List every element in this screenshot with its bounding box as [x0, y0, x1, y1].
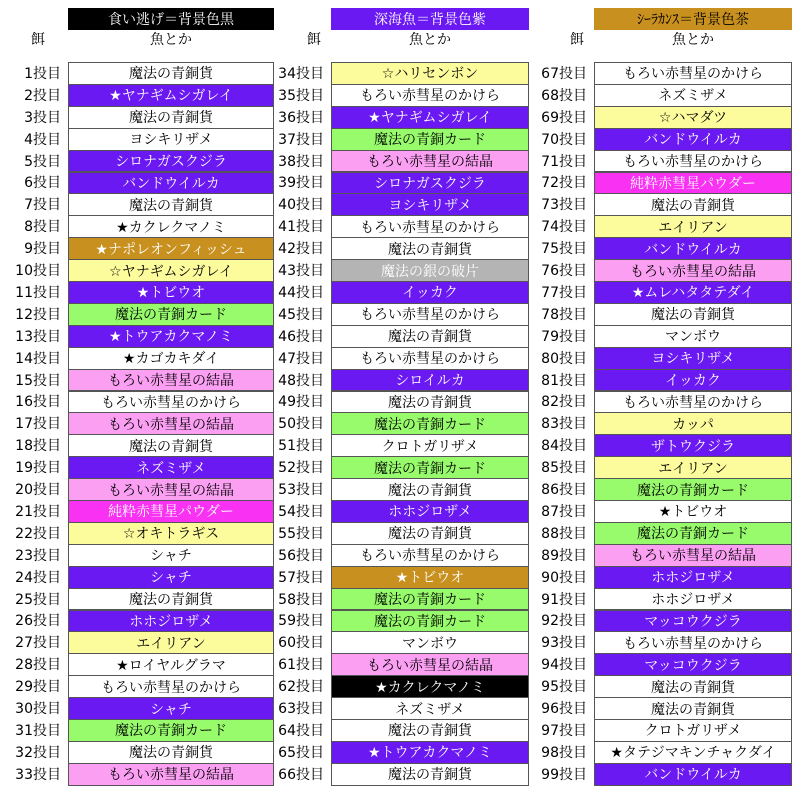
fish-cell: もろい赤彗星のかけら	[594, 62, 792, 85]
fish-cell: もろい赤彗星のかけら	[331, 347, 529, 370]
throw-number: 69投目	[541, 109, 587, 126]
throw-number: 42投目	[278, 241, 324, 258]
fish-cell: ★カクレクマノミ	[331, 675, 529, 698]
fish-cell: 魔法の青銅貨	[594, 697, 792, 720]
fish-cell: 魔法の青銅貨	[331, 237, 529, 260]
throw-number: 76投目	[541, 263, 587, 280]
fish-cell: ヨシキリザメ	[331, 193, 529, 216]
fish-cell: エイリアン	[594, 456, 792, 479]
fish-cell: ★ロイヤルグラマ	[68, 653, 274, 676]
throw-number: 75投目	[541, 241, 587, 258]
throw-number: 86投目	[541, 482, 587, 499]
throw-number: 65投目	[278, 744, 324, 761]
fish-cell: もろい赤彗星の結晶	[68, 412, 274, 435]
throw-number: 37投目	[278, 131, 324, 148]
fish-cell: もろい赤彗星のかけら	[594, 391, 792, 414]
fish-cell: バンドウイルカ	[68, 172, 274, 195]
throw-number: 22投目	[15, 525, 61, 542]
fish-cell: もろい赤彗星のかけら	[331, 303, 529, 326]
fish-cell: 魔法の青銅カード	[331, 456, 529, 479]
fish-cell: 魔法の青銅貨	[331, 478, 529, 501]
throw-number: 18投目	[15, 438, 61, 455]
throw-number: 36投目	[278, 109, 324, 126]
fish-cell: クロトガリザメ	[594, 719, 792, 742]
fish-cell: もろい赤彗星の結晶	[68, 369, 274, 392]
throw-number: 10投目	[15, 263, 61, 280]
fish-cell: 魔法の青銅カード	[594, 478, 792, 501]
throw-number: 83投目	[541, 416, 587, 433]
fish-cell: マンボウ	[331, 631, 529, 654]
bait-column-label: 餌	[31, 32, 45, 48]
fish-cell: ネズミザメ	[594, 84, 792, 107]
fish-cell: バンドウイルカ	[594, 763, 792, 786]
fish-cell: もろい赤彗星の結晶	[68, 763, 274, 786]
fish-cell: 魔法の青銅貨	[594, 193, 792, 216]
throw-number: 7投目	[24, 197, 61, 214]
fish-cell: もろい赤彗星の結晶	[331, 653, 529, 676]
fish-cell: シロナガスクジラ	[331, 172, 529, 195]
fish-cell: 魔法の青銅カード	[594, 522, 792, 545]
throw-number: 62投目	[278, 679, 324, 696]
throw-number: 73投目	[541, 197, 587, 214]
fish-cell: クロトガリザメ	[331, 434, 529, 457]
throw-number: 33投目	[15, 766, 61, 783]
throw-number: 46投目	[278, 328, 324, 345]
fish-cell: ☆オキトラギス	[68, 522, 274, 545]
fish-cell: ★カゴカキダイ	[68, 347, 274, 370]
throw-number: 66投目	[278, 766, 324, 783]
throw-number: 55投目	[278, 525, 324, 542]
throw-number: 52投目	[278, 460, 324, 477]
fish-cell: 純粋赤彗星パウダー	[68, 500, 274, 523]
throw-number: 57投目	[278, 569, 324, 586]
throw-number: 45投目	[278, 306, 324, 323]
fish-cell: もろい赤彗星のかけら	[68, 675, 274, 698]
fish-cell: シャチ	[68, 697, 274, 720]
fish-cell: ザトウクジラ	[594, 434, 792, 457]
throw-number: 70投目	[541, 131, 587, 148]
fish-cell: 純粋赤彗星パウダー	[594, 172, 792, 195]
fish-cell: ヨシキリザメ	[594, 347, 792, 370]
fish-cell: ☆ハリセンボン	[331, 62, 529, 85]
throw-number: 77投目	[541, 284, 587, 301]
fish-cell: マンボウ	[594, 325, 792, 348]
throw-number: 32投目	[15, 744, 61, 761]
throw-number: 90投目	[541, 569, 587, 586]
throw-number: 54投目	[278, 503, 324, 520]
throw-number: 68投目	[541, 87, 587, 104]
fish-cell: ネズミザメ	[68, 456, 274, 479]
throw-number: 58投目	[278, 591, 324, 608]
fish-cell: ホホジロザメ	[331, 500, 529, 523]
fish-cell: ★ナポレオンフィッシュ	[68, 237, 274, 260]
fish-cell: ヨシキリザメ	[68, 128, 274, 151]
fish-cell: 魔法の青銅貨	[68, 106, 274, 129]
fish-column-label: 魚とか	[409, 32, 451, 48]
fish-cell: ★ヤナギムシガレイ	[331, 106, 529, 129]
throw-number: 53投目	[278, 482, 324, 499]
throw-number: 64投目	[278, 722, 324, 739]
fish-cell: 魔法の青銅貨	[68, 193, 274, 216]
fish-cell: マッコウクジラ	[594, 610, 792, 633]
throw-number: 88投目	[541, 525, 587, 542]
throw-number: 5投目	[24, 153, 61, 170]
throw-number: 97投目	[541, 722, 587, 739]
fish-cell: シロイルカ	[331, 369, 529, 392]
fish-cell: ★カクレクマノミ	[68, 215, 274, 238]
fish-cell: バンドウイルカ	[594, 128, 792, 151]
fish-cell: マッコウクジラ	[594, 653, 792, 676]
fish-cell: もろい赤彗星の結晶	[594, 544, 792, 567]
throw-number: 98投目	[541, 744, 587, 761]
throw-number: 60投目	[278, 635, 324, 652]
fish-cell: 魔法の青銅貨	[331, 325, 529, 348]
throw-number: 48投目	[278, 372, 324, 389]
legend-header: 食い逃げ＝背景色黒	[68, 8, 274, 30]
fish-cell: ★ヤナギムシガレイ	[68, 84, 274, 107]
throw-number: 2投目	[24, 87, 61, 104]
fish-cell: ★トウアカクマノミ	[331, 741, 529, 764]
throw-number: 93投目	[541, 635, 587, 652]
bait-column-label: 餌	[570, 32, 584, 48]
fish-cell: 魔法の青銅貨	[68, 741, 274, 764]
throw-number: 28投目	[15, 657, 61, 674]
fish-cell: シロナガスクジラ	[68, 150, 274, 173]
fish-cell: もろい赤彗星の結晶	[331, 150, 529, 173]
throw-number: 11投目	[15, 284, 61, 301]
throw-number: 23投目	[15, 547, 61, 564]
throw-number: 74投目	[541, 219, 587, 236]
fish-column-label: 魚とか	[150, 32, 192, 48]
throw-number: 21投目	[15, 503, 61, 520]
throw-number: 15投目	[15, 372, 61, 389]
throw-number: 13投目	[15, 328, 61, 345]
throw-number: 51投目	[278, 438, 324, 455]
throw-number: 25投目	[15, 591, 61, 608]
throw-number: 40投目	[278, 197, 324, 214]
throw-number: 19投目	[15, 460, 61, 477]
fish-cell: ネズミザメ	[331, 697, 529, 720]
throw-number: 4投目	[24, 131, 61, 148]
throw-number: 47投目	[278, 350, 324, 367]
throw-number: 56投目	[278, 547, 324, 564]
throw-number: 17投目	[15, 416, 61, 433]
fish-cell: もろい赤彗星のかけら	[331, 84, 529, 107]
throw-number: 31投目	[15, 722, 61, 739]
throw-number: 30投目	[15, 701, 61, 718]
throw-number: 44投目	[278, 284, 324, 301]
fish-cell: カッパ	[594, 412, 792, 435]
fish-cell: 魔法の銀の破片	[331, 259, 529, 282]
bait-column-label: 餌	[307, 32, 321, 48]
fish-cell: イッカク	[331, 281, 529, 304]
throw-number: 34投目	[278, 65, 324, 82]
fish-cell: 魔法の青銅カード	[68, 719, 274, 742]
throw-number: 1投目	[24, 65, 61, 82]
throw-number: 24投目	[15, 569, 61, 586]
throw-number: 95投目	[541, 679, 587, 696]
fish-cell: シャチ	[68, 544, 274, 567]
throw-number: 12投目	[15, 306, 61, 323]
fish-cell: ☆ヤナギムシガレイ	[68, 259, 274, 282]
fish-cell: もろい赤彗星のかけら	[68, 391, 274, 414]
throw-number: 14投目	[15, 350, 61, 367]
fish-cell: 魔法の青銅貨	[331, 391, 529, 414]
fish-column-label: 魚とか	[672, 32, 714, 48]
fish-cell: 魔法の青銅カード	[331, 610, 529, 633]
throw-number: 71投目	[541, 153, 587, 170]
throw-number: 81投目	[541, 372, 587, 389]
fish-cell: もろい赤彗星の結晶	[68, 478, 274, 501]
fish-cell: イッカク	[594, 369, 792, 392]
throw-number: 39投目	[278, 175, 324, 192]
fish-cell: 魔法の青銅貨	[594, 675, 792, 698]
throw-number: 79投目	[541, 328, 587, 345]
fish-cell: もろい赤彗星の結晶	[594, 259, 792, 282]
fish-cell: もろい赤彗星のかけら	[594, 150, 792, 173]
throw-number: 63投目	[278, 701, 324, 718]
fish-cell: もろい赤彗星のかけら	[331, 215, 529, 238]
fish-cell: 魔法の青銅貨	[594, 303, 792, 326]
fish-cell: バンドウイルカ	[594, 237, 792, 260]
throw-number: 8投目	[24, 219, 61, 236]
throw-number: 72投目	[541, 175, 587, 192]
throw-number: 29投目	[15, 679, 61, 696]
throw-number: 67投目	[541, 65, 587, 82]
throw-number: 89投目	[541, 547, 587, 564]
fish-cell: ★トビウオ	[331, 566, 529, 589]
fish-cell: ★トビウオ	[68, 281, 274, 304]
fish-cell: ☆ハマダツ	[594, 106, 792, 129]
fish-cell: 魔法の青銅貨	[68, 434, 274, 457]
fish-cell: ★ムレハタタテダイ	[594, 281, 792, 304]
throw-number: 27投目	[15, 635, 61, 652]
fish-cell: もろい赤彗星のかけら	[331, 544, 529, 567]
fish-cell: 魔法の青銅カード	[331, 128, 529, 151]
fish-cell: ★トウアカクマノミ	[68, 325, 274, 348]
legend-header: 深海魚＝背景色紫	[331, 8, 529, 30]
fish-cell: シャチ	[68, 566, 274, 589]
fish-cell: 魔法の青銅貨	[68, 588, 274, 611]
throw-number: 43投目	[278, 263, 324, 280]
fish-cell: エイリアン	[594, 215, 792, 238]
fish-cell: エイリアン	[68, 631, 274, 654]
throw-number: 78投目	[541, 306, 587, 323]
fish-cell: もろい赤彗星のかけら	[594, 631, 792, 654]
throw-number: 35投目	[278, 87, 324, 104]
throw-number: 50投目	[278, 416, 324, 433]
throw-number: 84投目	[541, 438, 587, 455]
throw-number: 38投目	[278, 153, 324, 170]
fish-cell: 魔法の青銅貨	[68, 62, 274, 85]
fish-cell: 魔法の青銅カード	[68, 303, 274, 326]
throw-number: 99投目	[541, 766, 587, 783]
throw-number: 87投目	[541, 503, 587, 520]
fish-cell: ホホジロザメ	[594, 588, 792, 611]
throw-number: 20投目	[15, 482, 61, 499]
throw-number: 94投目	[541, 657, 587, 674]
fish-cell: 魔法の青銅貨	[331, 763, 529, 786]
fish-cell: 魔法の青銅カード	[331, 412, 529, 435]
fish-cell: ホホジロザメ	[68, 610, 274, 633]
throw-number: 80投目	[541, 350, 587, 367]
fish-cell: ★トビウオ	[594, 500, 792, 523]
throw-number: 59投目	[278, 613, 324, 630]
legend-header: ｼｰﾗｶﾝｽ＝背景色茶	[594, 8, 792, 30]
throw-number: 85投目	[541, 460, 587, 477]
throw-number: 9投目	[24, 241, 61, 258]
throw-number: 3投目	[24, 109, 61, 126]
throw-number: 92投目	[541, 613, 587, 630]
throw-number: 49投目	[278, 394, 324, 411]
fish-cell: 魔法の青銅カード	[331, 588, 529, 611]
fish-cell: 魔法の青銅貨	[331, 522, 529, 545]
fish-cell: ホホジロザメ	[594, 566, 792, 589]
throw-number: 82投目	[541, 394, 587, 411]
throw-number: 41投目	[278, 219, 324, 236]
throw-number: 61投目	[278, 657, 324, 674]
fish-cell: ★タテジマキンチャクダイ	[594, 741, 792, 764]
throw-number: 96投目	[541, 701, 587, 718]
throw-number: 16投目	[15, 394, 61, 411]
throw-number: 26投目	[15, 613, 61, 630]
throw-number: 6投目	[24, 175, 61, 192]
fish-cell: 魔法の青銅貨	[331, 719, 529, 742]
throw-number: 91投目	[541, 591, 587, 608]
